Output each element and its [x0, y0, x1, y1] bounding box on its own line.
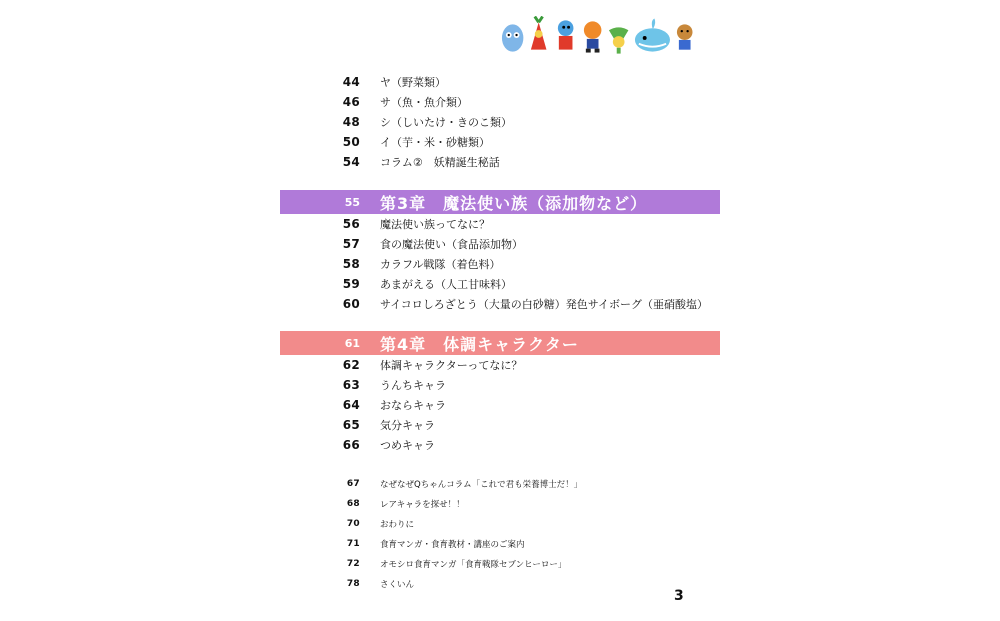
- toc-entry-title: レアキャラを探せ！！: [380, 500, 465, 510]
- toc-entry-title: サイコロしろざとう（大量の白砂糖）発色サイボーグ（亜硝酸塩）: [380, 298, 709, 311]
- toc-page-number: 50: [342, 135, 360, 149]
- toc-page-number: 60: [342, 297, 360, 311]
- bean-mascot-icon: [500, 20, 525, 54]
- green-mascot-icon: [607, 24, 630, 54]
- toc-entry-title: 食育マンガ・食育教材・講座のご案内: [380, 540, 525, 550]
- toc-entry[interactable]: [280, 574, 720, 594]
- toc-page-number: 78: [346, 579, 360, 589]
- toc-entry-title: ヤ（野菜類）: [380, 76, 446, 89]
- toc-entry-title: 体調キャラクターってなに？: [380, 359, 523, 372]
- vegetable-mascot-icon: [580, 18, 605, 54]
- toc-page-number: 48: [342, 115, 360, 129]
- toc-entry[interactable]: [280, 152, 720, 172]
- toc-page-number: 56: [342, 217, 360, 231]
- chapter-page-number: 61: [344, 336, 360, 350]
- toc-entry-title: おならキャラ: [380, 399, 446, 412]
- toc-page-number: 66: [342, 438, 360, 452]
- chapter-3-heading[interactable]: [280, 190, 720, 214]
- toc-entry-title: おわりに: [380, 520, 415, 530]
- toc-entry[interactable]: [280, 375, 720, 395]
- toc-entry-title: シ（しいたけ・きのこ類）: [380, 116, 512, 129]
- carrot-mascot-icon: [527, 16, 550, 54]
- toc-entry[interactable]: [280, 395, 720, 415]
- chapter-title: 第3章 魔法使い族（添加物など）: [380, 193, 648, 213]
- toc-page-number: 63: [342, 378, 360, 392]
- toc-entry[interactable]: [280, 554, 720, 574]
- toc-page-number: 64: [342, 398, 360, 412]
- toc-page-number: 46: [342, 95, 360, 109]
- toc-page-number: 67: [346, 479, 360, 489]
- chapter-4-heading[interactable]: [280, 331, 720, 355]
- toc-entry[interactable]: [280, 274, 720, 294]
- toc-entry[interactable]: [280, 234, 720, 254]
- toc-entry-title: あまがえる（人工甘味料）: [380, 278, 512, 291]
- toc-entry-title: なぜなぜQちゃんコラム「これで君も栄養博士だ！」: [380, 480, 583, 490]
- toc-entry-title: つめキャラ: [380, 439, 435, 452]
- toc-entry[interactable]: [280, 415, 720, 435]
- toc-page-number: 70: [346, 519, 360, 529]
- toc-entry-title: さくいん: [380, 580, 415, 590]
- toc-page-number: 59: [342, 277, 360, 291]
- toc-entry[interactable]: [280, 474, 720, 494]
- toc-entry[interactable]: [280, 72, 720, 92]
- toc-page-number: 62: [342, 358, 360, 372]
- toc-page-number: 65: [342, 418, 360, 432]
- toc-entry-title: 魔法使い族ってなに？: [380, 218, 490, 231]
- toc-entry[interactable]: [280, 514, 720, 534]
- toc-entry[interactable]: [280, 112, 720, 132]
- toc-entry[interactable]: [280, 435, 720, 455]
- toc-page-number: 58: [342, 257, 360, 271]
- toc-page-number: 44: [342, 75, 360, 89]
- toc-entry[interactable]: [280, 534, 720, 554]
- toc-page-number: 57: [342, 237, 360, 251]
- toc-entry[interactable]: [280, 132, 720, 152]
- toc-entry-title: オモシロ食育マンガ「食育戦隊セブンヒーロー」: [380, 560, 567, 570]
- toc-page-number: 54: [342, 155, 360, 169]
- chapter-title: 第4章 体調キャラクター: [380, 334, 579, 354]
- toc-entry-title: カラフル戦隊（着色料）: [380, 258, 501, 271]
- toc-entry[interactable]: [280, 294, 720, 314]
- toc-entry-title: イ（芋・米・砂糖類）: [380, 136, 490, 149]
- mascot-illustrations: [500, 14, 695, 54]
- toc-entry[interactable]: [280, 92, 720, 112]
- toc-entry[interactable]: [280, 355, 720, 375]
- toc-entry[interactable]: [280, 494, 720, 514]
- fish-mascot-icon: [553, 16, 578, 54]
- toc-entry-title: うんちキャラ: [380, 379, 446, 392]
- page-number: 3: [674, 588, 684, 604]
- whale-mascot-icon: [633, 18, 672, 54]
- chapter-page-number: 55: [344, 195, 360, 209]
- rice-mascot-icon: [674, 22, 695, 54]
- toc-page-number: 68: [346, 499, 360, 509]
- toc-entry-title: コラム② 妖精誕生秘話: [380, 156, 500, 169]
- toc-entry[interactable]: [280, 214, 720, 234]
- toc-entry-title: サ（魚・魚介類）: [380, 96, 468, 109]
- toc-page-number: 71: [346, 539, 360, 549]
- toc-page-number: 72: [346, 559, 360, 569]
- toc-entry-title: 食の魔法使い（食品添加物）: [380, 238, 523, 251]
- toc-entry[interactable]: [280, 254, 720, 274]
- toc-entry-title: 気分キャラ: [380, 419, 435, 432]
